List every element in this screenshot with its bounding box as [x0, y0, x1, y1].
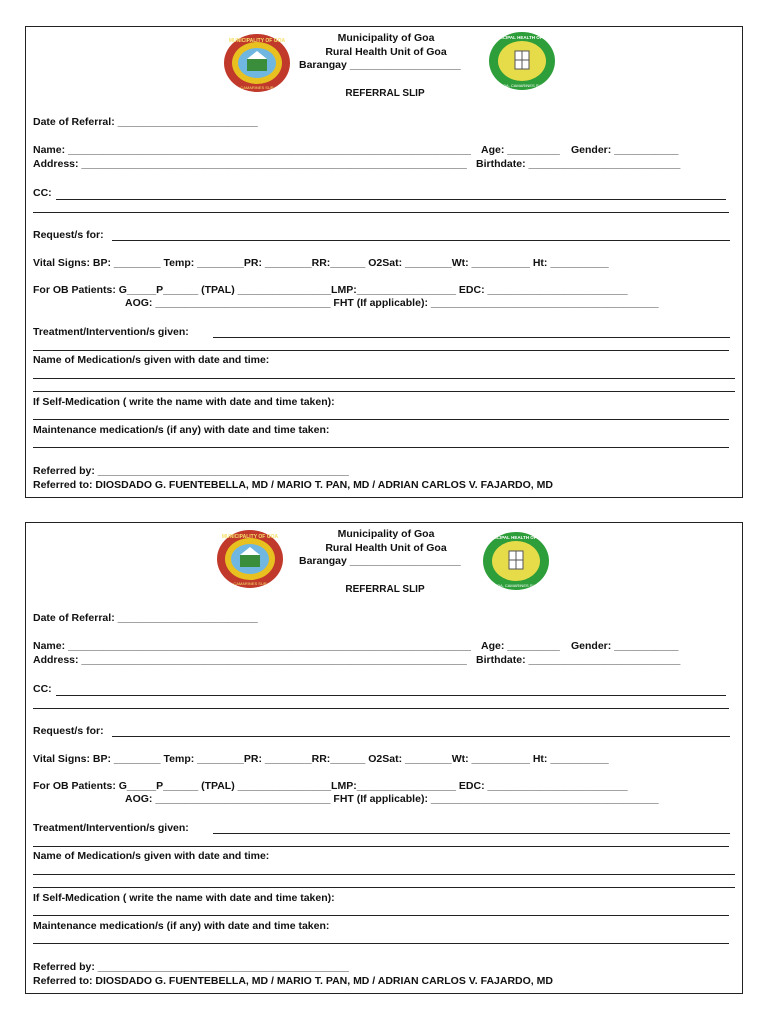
cc-label: CC:: [33, 187, 52, 199]
referred-to-text: Referred to: DIOSDADO G. FUENTEBELLA, MD / MARIO T. PAN, MD / ADRIAN CARLOS V. FAJARDO, MD: [33, 479, 553, 491]
self-medication-label: If Self-Medication ( write the name with date and time taken):: [33, 892, 335, 904]
self-medication-line[interactable]: [33, 915, 729, 916]
medication-line[interactable]: [33, 378, 735, 379]
barangay-field[interactable]: Barangay ___________________: [299, 59, 461, 71]
seal-left-text: MUNICIPALITY OF GOA: [228, 38, 286, 44]
request-label: Request/s for:: [33, 725, 104, 737]
name-field[interactable]: Name: _____________________________________________________________________: [33, 640, 471, 652]
seal-left-sub: CAMARINES SUR: [233, 581, 267, 586]
maintenance-label: Maintenance medication/s (if any) with date and time taken:: [33, 920, 330, 932]
gender-field[interactable]: Gender: ___________: [571, 144, 679, 156]
medication-line-2[interactable]: [33, 391, 735, 392]
ob-patients-field[interactable]: For OB Patients: G_____P______ (TPAL) ________________LMP:_________________ EDC: ________________________: [33, 780, 628, 792]
age-field[interactable]: Age: _________: [481, 144, 560, 156]
municipality-title: Municipality of Goa: [337, 528, 435, 540]
barangay-field[interactable]: Barangay ___________________: [299, 555, 461, 567]
maintenance-line[interactable]: [33, 447, 729, 448]
vital-signs-field[interactable]: Vital Signs: BP: ________ Temp: ________PR: ________RR:______ O2Sat: ________Wt: __________ Ht: __________: [33, 257, 609, 269]
referred-to-text: Referred to: DIOSDADO G. FUENTEBELLA, MD / MARIO T. PAN, MD / ADRIAN CARLOS V. FAJARDO, MD: [33, 975, 553, 987]
date-of-referral-field[interactable]: Date of Referral: ________________________: [33, 612, 258, 624]
referred-by-field[interactable]: Referred by: ___________________________________________: [33, 961, 349, 973]
aog-fht-field[interactable]: AOG: ______________________________ FHT (If applicable): _______________________________________: [125, 793, 659, 805]
aog-fht-field[interactable]: AOG: ______________________________ FHT (If applicable): _______________________________________: [125, 297, 659, 309]
slip-title: REFERRAL SLIP: [345, 584, 425, 595]
age-field[interactable]: Age: _________: [481, 640, 560, 652]
seal-left-text: MUNICIPALITY OF GOA: [221, 534, 279, 540]
birthdate-field[interactable]: Birthdate: __________________________: [476, 158, 681, 170]
address-field[interactable]: Address: __________________________________________________________________: [33, 654, 467, 666]
treatment-line[interactable]: [213, 833, 730, 834]
self-medication-line[interactable]: [33, 419, 729, 420]
treatment-label: Treatment/Intervention/s given:: [33, 326, 189, 338]
ob-patients-field[interactable]: For OB Patients: G_____P______ (TPAL) ________________LMP:_________________ EDC: ________________________: [33, 284, 628, 296]
self-medication-label: If Self-Medication ( write the name with date and time taken):: [33, 396, 335, 408]
health-office-seal-icon: [482, 531, 550, 591]
rhu-title: Rural Health Unit of Goa: [325, 542, 447, 554]
treatment-line[interactable]: [213, 337, 730, 338]
municipality-title: Municipality of Goa: [337, 32, 435, 44]
health-office-seal-icon: [488, 31, 556, 91]
rhu-title: Rural Health Unit of Goa: [325, 46, 447, 58]
seal-right-text: MUNICIPAL HEALTH OFFICE: [485, 535, 547, 540]
birthdate-field[interactable]: Birthdate: __________________________: [476, 654, 681, 666]
request-line[interactable]: [112, 240, 730, 241]
name-field[interactable]: Name: _____________________________________________________________________: [33, 144, 471, 156]
cc-line[interactable]: [56, 695, 726, 696]
vital-signs-field[interactable]: Vital Signs: BP: ________ Temp: ________PR: ________RR:______ O2Sat: ________Wt: __________ Ht: __________: [33, 753, 609, 765]
treatment-line-2[interactable]: [33, 350, 729, 351]
seal-right-sub: GOA, CAMARINES SUR: [499, 83, 545, 88]
cc-label: CC:: [33, 683, 52, 695]
referred-by-field[interactable]: Referred by: ___________________________________________: [33, 465, 349, 477]
municipality-seal-icon: [216, 529, 284, 589]
seal-right-text: MUNICIPAL HEALTH OFFICE: [491, 35, 553, 40]
cc-line-2[interactable]: [33, 708, 729, 709]
treatment-line-2[interactable]: [33, 846, 729, 847]
treatment-label: Treatment/Intervention/s given:: [33, 822, 189, 834]
medication-label: Name of Medication/s given with date and time:: [33, 354, 270, 366]
seal-left-sub: CAMARINES SUR: [240, 85, 274, 90]
address-field[interactable]: Address: __________________________________________________________________: [33, 158, 467, 170]
date-of-referral-field[interactable]: Date of Referral: ________________________: [33, 116, 258, 128]
slip-title: REFERRAL SLIP: [345, 88, 425, 99]
municipality-seal-icon: [223, 33, 291, 93]
seal-right-sub: GOA, CAMARINES SUR: [493, 583, 539, 588]
cc-line[interactable]: [56, 199, 726, 200]
medication-line[interactable]: [33, 874, 735, 875]
request-label: Request/s for:: [33, 229, 104, 241]
medication-label: Name of Medication/s given with date and time:: [33, 850, 270, 862]
request-line[interactable]: [112, 736, 730, 737]
cc-line-2[interactable]: [33, 212, 729, 213]
maintenance-label: Maintenance medication/s (if any) with date and time taken:: [33, 424, 330, 436]
referral-slip-top: [25, 26, 743, 498]
maintenance-line[interactable]: [33, 943, 729, 944]
referral-slip-bottom: [25, 522, 743, 994]
medication-line-2[interactable]: [33, 887, 735, 888]
gender-field[interactable]: Gender: ___________: [571, 640, 679, 652]
